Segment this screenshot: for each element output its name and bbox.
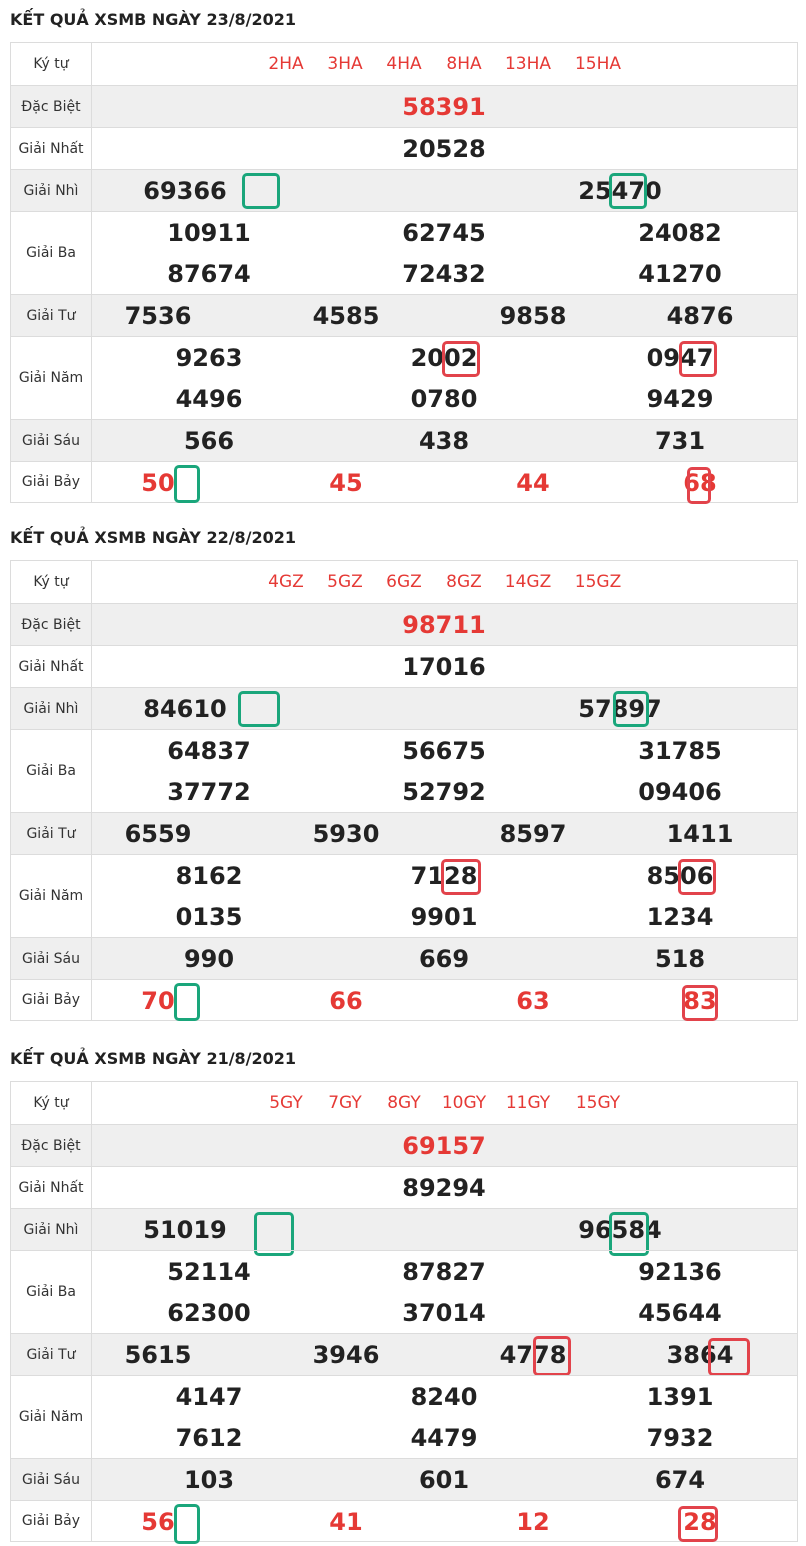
sixth-prize-number: 103: [183, 1466, 235, 1494]
seventh-prize-number: 41: [329, 1507, 363, 1536]
third-prize-number: 64837: [167, 737, 251, 765]
series-code: 15HA: [574, 54, 622, 74]
seventh-prize-number: 45: [329, 468, 363, 497]
row-giai-sau: [11, 937, 797, 979]
fifth-prize-number: 7932: [646, 1424, 714, 1452]
row-label: Giải Bảy: [11, 1501, 92, 1541]
row-label: Giải Nhất: [11, 128, 92, 169]
series-code: 2HA: [268, 54, 304, 74]
series-code: 5GY: [269, 1093, 303, 1113]
third-prize-number: 09406: [638, 778, 722, 806]
first-prize-number: 20528: [402, 135, 486, 163]
row-giai-ba: [11, 1250, 797, 1333]
seventh-prize-number: 44: [516, 468, 550, 497]
fifth-prize-number: 4147: [175, 1383, 243, 1411]
special-prize-number: 69157: [402, 1132, 486, 1160]
row-giai-bay: [11, 461, 797, 502]
row-dac-biet: [11, 85, 797, 127]
row-label: Giải Nhì: [11, 170, 92, 211]
green-highlight-box: [238, 691, 280, 727]
fifth-prize-number: 0947: [646, 344, 714, 372]
row-giai-ba: [11, 211, 797, 294]
row-label: Giải Bảy: [11, 462, 92, 502]
result-heading: KẾT QUẢ XSMB NGÀY 22/8/2021: [10, 528, 297, 547]
fourth-prize-number: 4876: [666, 302, 734, 330]
row-dac-biet: [11, 603, 797, 645]
row-giai-tu: [11, 294, 797, 336]
row-giai-nhi: [11, 169, 797, 211]
series-code: 6GZ: [386, 572, 422, 592]
series-code: 8GZ: [446, 572, 482, 592]
sixth-prize-number: 566: [183, 427, 235, 455]
fifth-prize-number: 8506: [646, 862, 714, 890]
series-code: 15GZ: [574, 572, 622, 592]
series-code: 14GZ: [504, 572, 552, 592]
second-prize-number: 57897: [578, 695, 662, 723]
results-table: [10, 560, 798, 1021]
second-prize-number: 96584: [578, 1216, 662, 1244]
row-label: Giải Nhì: [11, 1209, 92, 1250]
fourth-prize-number: 4585: [312, 302, 380, 330]
row-label: Giải Tư: [11, 295, 92, 336]
fifth-prize-number: 8162: [175, 862, 243, 890]
seventh-prize-number: 70: [141, 986, 175, 1015]
fifth-prize-number: 0135: [175, 903, 243, 931]
fifth-prize-number: 9263: [175, 344, 243, 372]
second-prize-number: 51019: [143, 1216, 227, 1244]
results-table: [10, 1081, 798, 1542]
fifth-prize-number: 7128: [410, 862, 478, 890]
row-label: Giải Nhất: [11, 1167, 92, 1208]
row-ky-tu: [11, 43, 797, 85]
third-prize-number: 62300: [167, 1299, 251, 1327]
fifth-prize-number: 7612: [175, 1424, 243, 1452]
row-giai-ba: [11, 729, 797, 812]
row-label: Giải Ba: [11, 1251, 92, 1333]
third-prize-number: 87827: [402, 1258, 486, 1286]
row-giai-nhi: [11, 687, 797, 729]
row-giai-nam: [11, 336, 797, 419]
second-prize-number: 69366: [143, 177, 227, 205]
second-prize-number: 25470: [578, 177, 662, 205]
fourth-prize-number: 6559: [124, 820, 192, 848]
first-prize-number: 89294: [402, 1174, 486, 1202]
series-code: 15GY: [575, 1093, 621, 1113]
series-code: 8HA: [446, 54, 482, 74]
row-label: Giải Năm: [11, 1376, 92, 1458]
third-prize-number: 31785: [638, 737, 722, 765]
third-prize-number: 10911: [167, 219, 251, 247]
sixth-prize-number: 674: [654, 1466, 706, 1494]
seventh-prize-number: 50: [141, 468, 175, 497]
row-label: Giải Nhì: [11, 688, 92, 729]
fifth-prize-number: 8240: [410, 1383, 478, 1411]
row-giai-bay: [11, 979, 797, 1020]
row-dac-biet: [11, 1124, 797, 1166]
row-label: Đặc Biệt: [11, 604, 92, 645]
seventh-prize-number: 68: [683, 468, 717, 497]
third-prize-number: 45644: [638, 1299, 722, 1327]
fourth-prize-number: 1411: [666, 820, 734, 848]
row-label: Giải Sáu: [11, 420, 92, 461]
row-giai-nhi: [11, 1208, 797, 1250]
fourth-prize-number: 3864: [666, 1341, 734, 1369]
row-label: Giải Bảy: [11, 980, 92, 1020]
seventh-prize-number: 12: [516, 1507, 550, 1536]
row-label: Giải Nhất: [11, 646, 92, 687]
third-prize-number: 41270: [638, 260, 722, 288]
third-prize-number: 52114: [167, 1258, 251, 1286]
row-label: Giải Năm: [11, 337, 92, 419]
row-giai-nhat: [11, 645, 797, 687]
fifth-prize-number: 0780: [410, 385, 478, 413]
row-giai-nam: [11, 854, 797, 937]
sixth-prize-number: 990: [183, 945, 235, 973]
row-giai-nhat: [11, 127, 797, 169]
row-label: Đặc Biệt: [11, 1125, 92, 1166]
third-prize-number: 37772: [167, 778, 251, 806]
fifth-prize-number: 1234: [646, 903, 714, 931]
fifth-prize-number: 4479: [410, 1424, 478, 1452]
seventh-prize-number: 63: [516, 986, 550, 1015]
series-code: 5GZ: [327, 572, 363, 592]
sixth-prize-number: 731: [654, 427, 706, 455]
fifth-prize-number: 9901: [410, 903, 478, 931]
series-code: 8GY: [387, 1093, 421, 1113]
first-prize-number: 17016: [402, 653, 486, 681]
sixth-prize-number: 438: [418, 427, 470, 455]
series-code: 4GZ: [268, 572, 304, 592]
fourth-prize-number: 5615: [124, 1341, 192, 1369]
row-giai-nam: [11, 1375, 797, 1458]
sixth-prize-number: 601: [418, 1466, 470, 1494]
series-code: 10GY: [441, 1093, 487, 1113]
row-label: Giải Sáu: [11, 1459, 92, 1500]
row-giai-nhat: [11, 1166, 797, 1208]
row-ky-tu: [11, 561, 797, 603]
row-label: Ký tự: [11, 43, 92, 85]
fourth-prize-number: 5930: [312, 820, 380, 848]
fourth-prize-number: 7536: [124, 302, 192, 330]
special-prize-number: 98711: [402, 611, 486, 639]
row-label: Ký tự: [11, 561, 92, 603]
seventh-prize-number: 83: [683, 986, 717, 1015]
fifth-prize-number: 9429: [646, 385, 714, 413]
row-label: Đặc Biệt: [11, 86, 92, 127]
series-code: 13HA: [504, 54, 552, 74]
series-code: 7GY: [328, 1093, 362, 1113]
row-giai-sau: [11, 1458, 797, 1500]
row-label: Giải Ba: [11, 730, 92, 812]
third-prize-number: 92136: [638, 1258, 722, 1286]
row-label: Giải Sáu: [11, 938, 92, 979]
sixth-prize-number: 669: [418, 945, 470, 973]
third-prize-number: 24082: [638, 219, 722, 247]
results-table: [10, 42, 798, 503]
fifth-prize-number: 1391: [646, 1383, 714, 1411]
series-code: 3HA: [327, 54, 363, 74]
fourth-prize-number: 4778: [499, 1341, 567, 1369]
green-highlight-box: [242, 173, 280, 209]
series-code: 11GY: [505, 1093, 551, 1113]
fourth-prize-number: 9858: [499, 302, 567, 330]
series-code: 4HA: [386, 54, 422, 74]
third-prize-number: 62745: [402, 219, 486, 247]
row-label: Giải Năm: [11, 855, 92, 937]
row-giai-bay: [11, 1500, 797, 1541]
third-prize-number: 52792: [402, 778, 486, 806]
seventh-prize-number: 56: [141, 1507, 175, 1536]
green-highlight-box: [174, 1504, 200, 1544]
third-prize-number: 72432: [402, 260, 486, 288]
third-prize-number: 56675: [402, 737, 486, 765]
row-ky-tu: [11, 1082, 797, 1124]
result-heading: KẾT QUẢ XSMB NGÀY 21/8/2021: [10, 1049, 297, 1068]
fifth-prize-number: 2002: [410, 344, 478, 372]
result-heading: KẾT QUẢ XSMB NGÀY 23/8/2021: [10, 10, 297, 29]
seventh-prize-number: 28: [683, 1507, 717, 1536]
row-label: Ký tự: [11, 1082, 92, 1124]
row-giai-sau: [11, 419, 797, 461]
third-prize-number: 87674: [167, 260, 251, 288]
fourth-prize-number: 8597: [499, 820, 567, 848]
second-prize-number: 84610: [143, 695, 227, 723]
third-prize-number: 37014: [402, 1299, 486, 1327]
row-label: Giải Tư: [11, 813, 92, 854]
fourth-prize-number: 3946: [312, 1341, 380, 1369]
green-highlight-box: [174, 465, 200, 503]
seventh-prize-number: 66: [329, 986, 363, 1015]
row-giai-tu: [11, 812, 797, 854]
green-highlight-box: [174, 983, 200, 1021]
row-label: Giải Ba: [11, 212, 92, 294]
sixth-prize-number: 518: [654, 945, 706, 973]
special-prize-number: 58391: [402, 93, 486, 121]
row-giai-tu: [11, 1333, 797, 1375]
fifth-prize-number: 4496: [175, 385, 243, 413]
row-label: Giải Tư: [11, 1334, 92, 1375]
